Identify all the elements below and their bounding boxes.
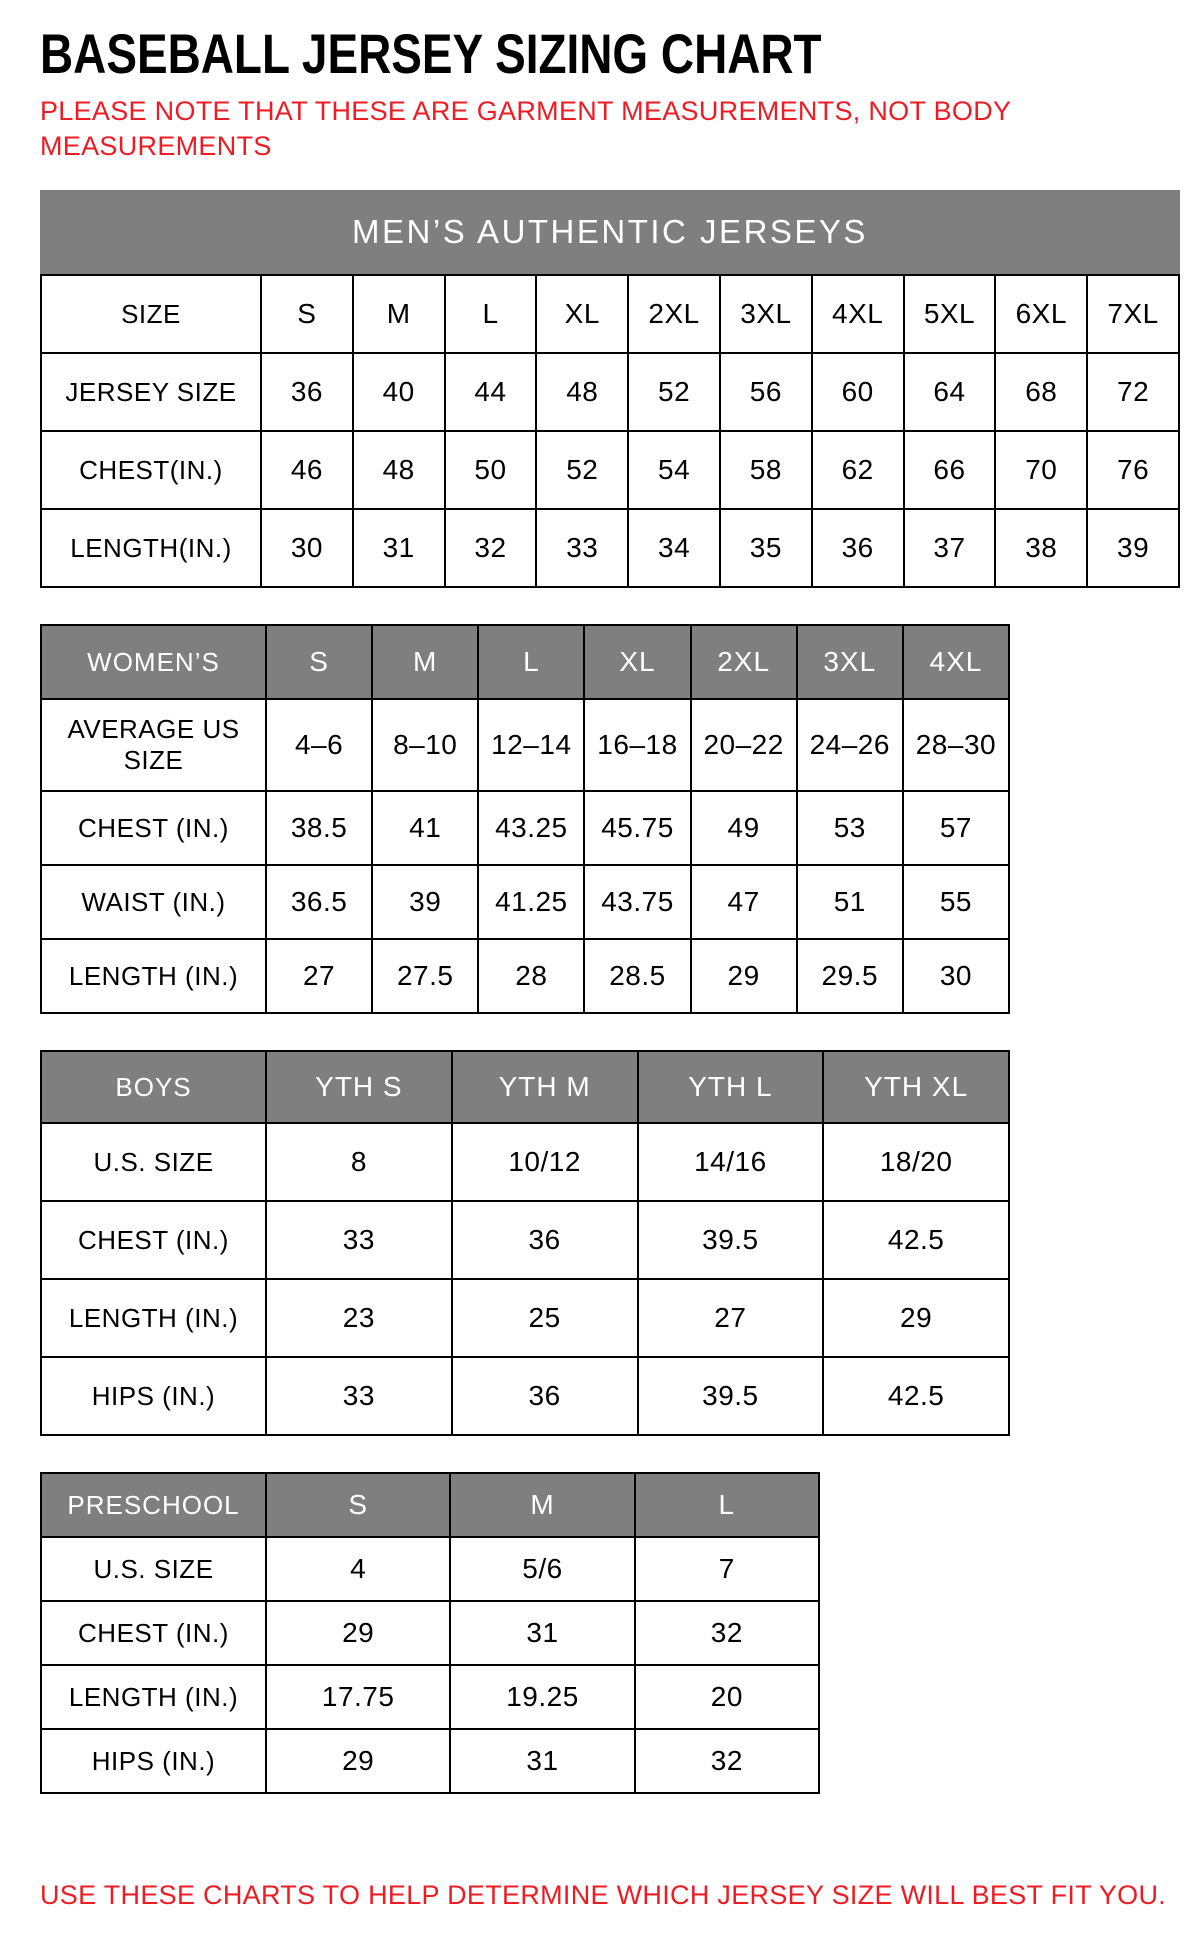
table-row [41, 865, 1009, 939]
table-cell: 16–18 [584, 699, 690, 791]
row-label: CHEST(IN.) [41, 431, 261, 509]
table-row [41, 1537, 819, 1601]
column-header: L [478, 625, 584, 699]
table-cell: 20 [635, 1665, 819, 1729]
table-row [41, 353, 1179, 431]
table-cell: 7XL [1087, 275, 1179, 353]
table-cell: 42.5 [823, 1201, 1009, 1279]
table-cell: 7 [635, 1537, 819, 1601]
table-cell: 33 [536, 509, 628, 587]
table-cell: 6XL [995, 275, 1087, 353]
table-cell: 70 [995, 431, 1087, 509]
table-cell: 28.5 [584, 939, 690, 1013]
table-header-row [41, 1473, 819, 1537]
table-cell: 3XL [720, 275, 812, 353]
row-label: LENGTH (IN.) [41, 1665, 266, 1729]
row-label: LENGTH (IN.) [41, 1279, 266, 1357]
column-header: YTH M [452, 1051, 638, 1123]
table-cell: 31 [353, 509, 445, 587]
table-cell: 33 [266, 1357, 452, 1435]
table-cell: 30 [903, 939, 1009, 1013]
table-cell: 41 [372, 791, 478, 865]
table-cell: 36 [452, 1201, 638, 1279]
table-cell: 12–14 [478, 699, 584, 791]
table-cell: 64 [904, 353, 996, 431]
table-cell: 56 [720, 353, 812, 431]
column-header: L [635, 1473, 819, 1537]
table-cell: 4XL [812, 275, 904, 353]
row-label: HIPS (IN.) [41, 1729, 266, 1793]
table-cell: 48 [353, 431, 445, 509]
table-cell: 19.25 [450, 1665, 634, 1729]
table-cell: 72 [1087, 353, 1179, 431]
row-label: CHEST (IN.) [41, 1201, 266, 1279]
row-label: CHEST (IN.) [41, 791, 266, 865]
table-row [41, 1357, 1009, 1435]
table-cell: 50 [445, 431, 537, 509]
womens-sizing-table [40, 624, 1010, 1014]
table-cell: 28 [478, 939, 584, 1013]
table-cell: 39 [372, 865, 478, 939]
table-cell: 36 [452, 1357, 638, 1435]
column-header: 2XL [691, 625, 797, 699]
table-cell: 32 [635, 1729, 819, 1793]
column-header: YTH L [638, 1051, 824, 1123]
table-cell: 18/20 [823, 1123, 1009, 1201]
mens-table-title: MEN’S AUTHENTIC JERSEYS [40, 190, 1180, 274]
preschool-sizing-table [40, 1472, 820, 1794]
table-cell: 76 [1087, 431, 1179, 509]
column-header: S [266, 625, 372, 699]
table-title-cell: PRESCHOOL [41, 1473, 266, 1537]
table-cell: 29 [823, 1279, 1009, 1357]
table-cell: 27 [638, 1279, 824, 1357]
table-cell: 8–10 [372, 699, 478, 791]
table-row [41, 1729, 819, 1793]
column-header: YTH XL [823, 1051, 1009, 1123]
table-title-cell: BOYS [41, 1051, 266, 1123]
table-cell: 48 [536, 353, 628, 431]
table-row [41, 275, 1179, 353]
table-cell: 40 [353, 353, 445, 431]
table-row [41, 791, 1009, 865]
table-cell: 68 [995, 353, 1087, 431]
table-cell: 38 [995, 509, 1087, 587]
row-label: LENGTH (IN.) [41, 939, 266, 1013]
table-row [41, 1123, 1009, 1201]
table-cell: 28–30 [903, 699, 1009, 791]
table-cell: 8 [266, 1123, 452, 1201]
table-cell: 38.5 [266, 791, 372, 865]
table-cell: 39.5 [638, 1357, 824, 1435]
table-row [41, 509, 1179, 587]
table-cell: 14/16 [638, 1123, 824, 1201]
row-label: LENGTH(IN.) [41, 509, 261, 587]
table-cell: 4–6 [266, 699, 372, 791]
table-cell: 29 [266, 1601, 450, 1665]
table-cell: 46 [261, 431, 353, 509]
table-cell: 2XL [628, 275, 720, 353]
table-row [41, 939, 1009, 1013]
table-row [41, 431, 1179, 509]
table-cell: 55 [903, 865, 1009, 939]
table-cell: 39.5 [638, 1201, 824, 1279]
page-title: BASEBALL JERSEY SIZING CHART [40, 22, 822, 85]
garment-measurement-note: PLEASE NOTE THAT THESE ARE GARMENT MEASUREMENTS, NOT BODY MEASUREMENTS [40, 96, 1011, 162]
row-label: U.S. SIZE [41, 1123, 266, 1201]
column-header: M [450, 1473, 634, 1537]
table-cell: 23 [266, 1279, 452, 1357]
table-cell: 57 [903, 791, 1009, 865]
table-cell: 51 [797, 865, 903, 939]
table-cell: 39 [1087, 509, 1179, 587]
table-row [41, 1665, 819, 1729]
table-cell: 60 [812, 353, 904, 431]
table-cell: 27.5 [372, 939, 478, 1013]
table-cell: 34 [628, 509, 720, 587]
table-cell: 29 [691, 939, 797, 1013]
column-header: 4XL [903, 625, 1009, 699]
table-cell: 31 [450, 1601, 634, 1665]
table-cell: 58 [720, 431, 812, 509]
table-cell: M [353, 275, 445, 353]
row-label: AVERAGE US SIZE [41, 699, 266, 791]
table-cell: 53 [797, 791, 903, 865]
table-cell: 49 [691, 791, 797, 865]
table-cell: 44 [445, 353, 537, 431]
table-cell: 31 [450, 1729, 634, 1793]
table-cell: 32 [445, 509, 537, 587]
table-cell: 62 [812, 431, 904, 509]
table-cell: L [445, 275, 537, 353]
table-cell: 5XL [904, 275, 996, 353]
table-header-row [41, 1051, 1009, 1123]
row-label: WAIST (IN.) [41, 865, 266, 939]
table-cell: 36.5 [266, 865, 372, 939]
column-header: YTH S [266, 1051, 452, 1123]
table-cell: 29 [266, 1729, 450, 1793]
row-label: CHEST (IN.) [41, 1601, 266, 1665]
row-label: HIPS (IN.) [41, 1357, 266, 1435]
table-cell: 27 [266, 939, 372, 1013]
table-cell: 10/12 [452, 1123, 638, 1201]
table-cell: S [261, 275, 353, 353]
table-cell: 5/6 [450, 1537, 634, 1601]
table-cell: 54 [628, 431, 720, 509]
column-header: 3XL [797, 625, 903, 699]
table-cell: 52 [628, 353, 720, 431]
table-cell: 33 [266, 1201, 452, 1279]
table-cell: 36 [261, 353, 353, 431]
fit-advice-note: USE THESE CHARTS TO HELP DETERMINE WHICH JERSEY SIZE WILL BEST FIT YOU. [40, 1880, 1167, 1911]
row-label: SIZE [41, 275, 261, 353]
table-cell: 32 [635, 1601, 819, 1665]
table-title-cell: WOMEN’S [41, 625, 266, 699]
table-cell: 41.25 [478, 865, 584, 939]
table-cell: 25 [452, 1279, 638, 1357]
table-cell: 43.75 [584, 865, 690, 939]
table-cell: 52 [536, 431, 628, 509]
table-cell: 37 [904, 509, 996, 587]
table-cell: 17.75 [266, 1665, 450, 1729]
table-cell: XL [536, 275, 628, 353]
table-row [41, 699, 1009, 791]
table-cell: 20–22 [691, 699, 797, 791]
column-header: M [372, 625, 478, 699]
table-cell: 29.5 [797, 939, 903, 1013]
boys-sizing-table [40, 1050, 1010, 1436]
table-cell: 35 [720, 509, 812, 587]
table-row [41, 1201, 1009, 1279]
table-cell: 4 [266, 1537, 450, 1601]
row-label: JERSEY SIZE [41, 353, 261, 431]
table-row [41, 1279, 1009, 1357]
table-cell: 24–26 [797, 699, 903, 791]
table-cell: 45.75 [584, 791, 690, 865]
table-row [41, 1601, 819, 1665]
row-label: U.S. SIZE [41, 1537, 266, 1601]
table-header-row [41, 625, 1009, 699]
table-cell: 42.5 [823, 1357, 1009, 1435]
table-cell: 43.25 [478, 791, 584, 865]
table-cell: 30 [261, 509, 353, 587]
table-cell: 36 [812, 509, 904, 587]
mens-sizing-table [40, 274, 1180, 588]
column-header: S [266, 1473, 450, 1537]
table-cell: 66 [904, 431, 996, 509]
table-cell: 47 [691, 865, 797, 939]
column-header: XL [584, 625, 690, 699]
